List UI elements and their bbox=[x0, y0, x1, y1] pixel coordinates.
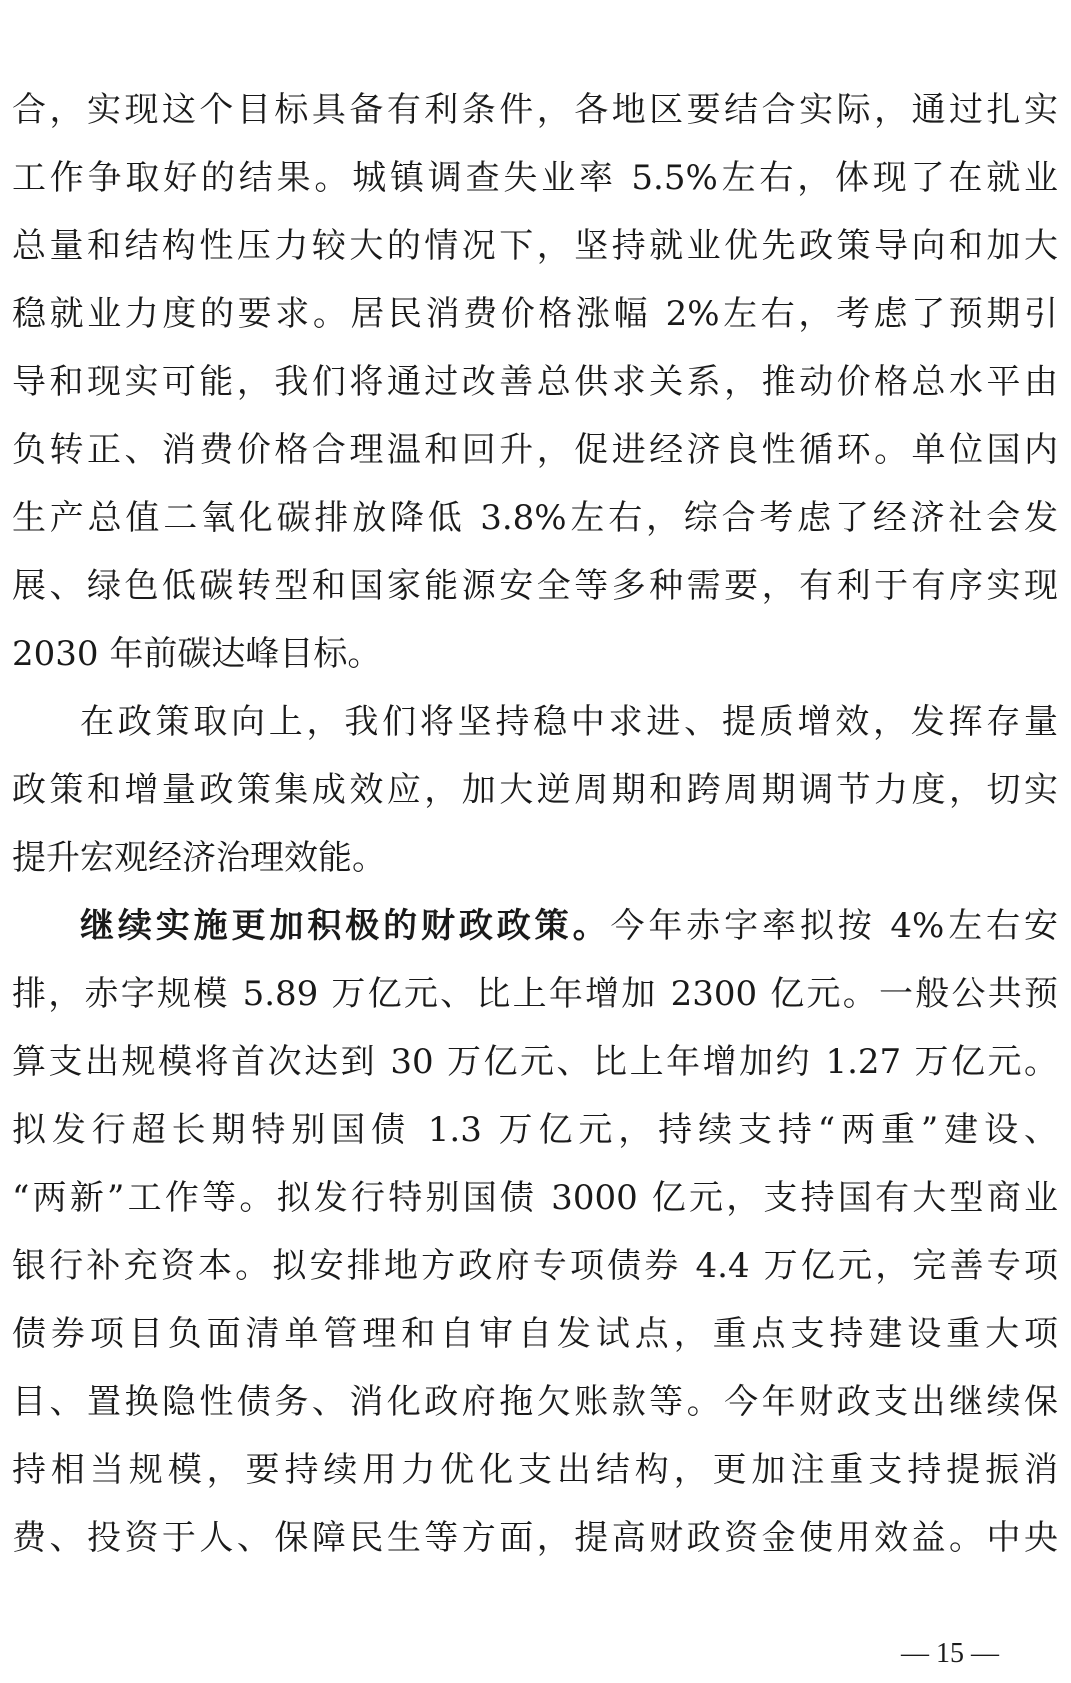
text-line: 工作争取好的结果。城镇调查失业率 5.5%左右，体现了在就业 bbox=[12, 158, 1058, 198]
paragraph-first-line bbox=[80, 904, 1058, 948]
section-heading: 继续实施更加积极的财政政策。 bbox=[80, 906, 611, 946]
text-line: 持相当规模，要持续用力优化支出结构，更加注重支持提振消 bbox=[12, 1450, 1058, 1490]
text-line: 拟发行超长期特别国债 1.3 万亿元，持续支持“两重”建设、 bbox=[12, 1110, 1058, 1150]
text-line: 导和现实可能，我们将通过改善总供求关系，推动价格总水平由 bbox=[12, 362, 1058, 402]
text-line: 银行补充资本。拟安排地方政府专项债券 4.4 万亿元，完善专项 bbox=[12, 1246, 1058, 1286]
text-line: 负转正、消费价格合理温和回升，促进经济良性循环。单位国内 bbox=[12, 430, 1058, 470]
text-line: 债券项目负面清单管理和自审自发试点，重点支持建设重大项 bbox=[12, 1314, 1058, 1354]
text-line: 提升宏观经济治理效能。 bbox=[12, 838, 386, 878]
page-number: — 15 — bbox=[901, 1638, 999, 1669]
text-line: 政策和增量政策集成效应，加大逆周期和跨周期调节力度，切实 bbox=[12, 770, 1058, 810]
text-line: “两新”工作等。拟发行特别国债 3000 亿元，支持国有大型商业 bbox=[12, 1178, 1058, 1218]
text-line: 目、置换隐性债务、消化政府拖欠账款等。今年财政支出继续保 bbox=[12, 1382, 1058, 1422]
text-line: 稳就业力度的要求。居民消费价格涨幅 2%左右，考虑了预期引 bbox=[12, 294, 1058, 334]
paragraph-first-line: 在政策取向上，我们将坚持稳中求进、提质增效，发挥存量 bbox=[80, 702, 1058, 742]
text-line: 展、绿色低碳转型和国家能源安全等多种需要，有利于有序实现 bbox=[12, 566, 1058, 606]
text-line: 算支出规模将首次达到 30 万亿元、比上年增加约 1.27 万亿元。 bbox=[12, 1042, 1058, 1082]
text-line: 合，实现这个目标具备有利条件，各地区要结合实际，通过扎实 bbox=[12, 90, 1058, 130]
text-line: 费、投资于人、保障民生等方面，提高财政资金使用效益。中央 bbox=[12, 1518, 1058, 1558]
text-line: 2030 年前碳达峰目标。 bbox=[12, 634, 382, 674]
text-line: 排，赤字规模 5.89 万亿元、比上年增加 2300 亿元。一般公共预 bbox=[12, 974, 1058, 1014]
text-line: 生产总值二氧化碳排放降低 3.8%左右，综合考虑了经济社会发 bbox=[12, 498, 1058, 538]
text-line: 总量和结构性压力较大的情况下，坚持就业优先政策导向和加大 bbox=[12, 226, 1058, 266]
text-run: 今年赤字率拟按 4%左右安 bbox=[610, 906, 1059, 946]
